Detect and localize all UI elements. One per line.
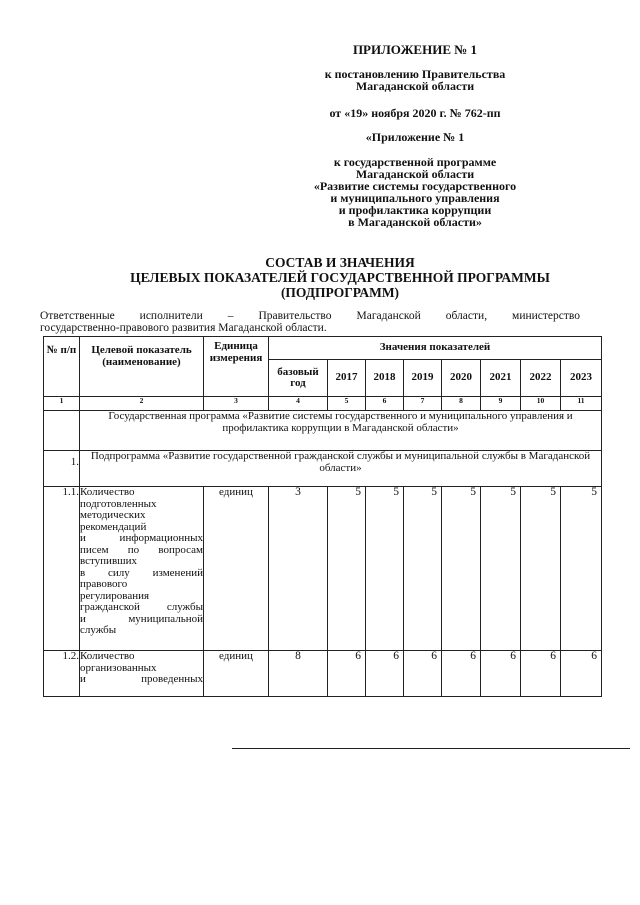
- column-index: 3: [204, 397, 269, 411]
- table-row: [44, 651, 602, 697]
- resolution-date: [250, 107, 580, 119]
- value-cell: 5: [481, 487, 521, 651]
- header-year: 2023: [561, 360, 602, 397]
- column-index: 9: [481, 397, 521, 411]
- indicator-name: [80, 487, 204, 651]
- value-cell: 6: [366, 651, 404, 697]
- column-index: 1: [44, 397, 80, 411]
- value-cell: 6: [561, 651, 602, 697]
- program-line: и профилактика коррупции: [338, 203, 492, 217]
- row-number: 1.1.: [44, 487, 80, 651]
- value-cell: 5: [366, 487, 404, 651]
- indicator-name-line: и проведенных: [80, 673, 203, 685]
- header-indicator: Целевой показатель (наименование): [80, 337, 204, 397]
- indicators-table: [43, 336, 602, 697]
- header-unit: Единица измерения: [204, 337, 269, 397]
- header-year: 2018: [366, 360, 404, 397]
- appendix-label-2-text: «Приложение № 1: [365, 130, 465, 144]
- program-line: и муниципального управления: [330, 191, 500, 205]
- value-cell: 5: [561, 487, 602, 651]
- header-year: 2019: [404, 360, 442, 397]
- responsible-line: Ответственные исполнители – Правительство Магаданской области, министерство: [40, 310, 580, 322]
- header-row: [44, 337, 602, 360]
- state-program-row: [44, 411, 602, 451]
- column-index: 5: [328, 397, 366, 411]
- indicator-name-line: и муниципальной: [80, 612, 203, 625]
- appendix-label-2: [250, 131, 580, 143]
- indicator-name-line: Количество: [80, 486, 135, 498]
- program-line: «Развитие системы государственного: [313, 179, 517, 193]
- value-cell: 5: [442, 487, 481, 651]
- unit-cell: единиц: [204, 487, 269, 651]
- indicator-name-line: организованных: [80, 661, 157, 674]
- table-row: [44, 487, 602, 651]
- program-line: к государственной программе: [333, 155, 497, 169]
- responsible-line: государственно-правового развития Магаданской области.: [40, 322, 327, 334]
- resolution-date-text: от «19» ноября 2020 г. № 762-пп: [329, 106, 501, 120]
- indicator-name-line: и информационных: [80, 532, 203, 544]
- program-line: в Магаданской области»: [348, 215, 482, 229]
- appendix-label: [250, 44, 580, 56]
- indicator-name-line: писем по вопросам: [80, 543, 203, 556]
- value-cell: 6: [442, 651, 481, 697]
- value-cell: 5: [404, 487, 442, 651]
- column-index: 6: [366, 397, 404, 411]
- column-index-row: [44, 397, 602, 411]
- indicator-name-line: правового: [80, 578, 128, 590]
- resolution-line: к постановлению Правительства: [324, 67, 506, 81]
- header-base-year: базовый год: [269, 360, 328, 397]
- base-value-cell: 8: [269, 651, 328, 697]
- indicator-name: [80, 651, 204, 697]
- title-line: СОСТАВ И ЗНАЧЕНИЯ: [265, 255, 415, 270]
- signature-line: [232, 748, 630, 749]
- title-line: (ПОДПРОГРАММ): [280, 285, 400, 300]
- indicator-name-line: рекомендаций: [80, 520, 147, 533]
- header-no: № п/п: [44, 337, 80, 397]
- column-index: 11: [561, 397, 602, 411]
- header-year: 2021: [481, 360, 521, 397]
- program-line: Магаданской области: [355, 167, 475, 181]
- resolution-line: Магаданской области: [355, 79, 475, 93]
- unit-cell: единиц: [204, 651, 269, 697]
- row-number: 1.2.: [44, 651, 80, 697]
- subprogram-name: Подпрограмма «Развитие государственной гражданской службы и муниципальной службы в Магаданской области»: [80, 451, 602, 487]
- resolution-reference: [250, 68, 580, 92]
- value-cell: 6: [404, 651, 442, 697]
- value-cell: 6: [481, 651, 521, 697]
- responsible-executors: [40, 310, 580, 334]
- value-cell: 5: [521, 487, 561, 651]
- appendix-label-text: ПРИЛОЖЕНИЕ № 1: [352, 42, 478, 57]
- subprogram-row: [44, 451, 602, 487]
- indicator-name-line: подготовленных: [80, 497, 157, 510]
- program-reference: [250, 156, 580, 228]
- subprogram-number: 1.: [44, 451, 80, 487]
- indicator-name-line: Количество: [80, 650, 135, 662]
- indicator-name-line: службы: [80, 624, 117, 636]
- title-line: ЦЕЛЕВЫХ ПОКАЗАТЕЛЕЙ ГОСУДАРСТВЕННОЙ ПРОГРАММЫ: [130, 270, 550, 285]
- header-year: 2017: [328, 360, 366, 397]
- empty-cell: [44, 411, 80, 451]
- header-year: 2020: [442, 360, 481, 397]
- column-index: 4: [269, 397, 328, 411]
- header-year: 2022: [521, 360, 561, 397]
- base-value-cell: 3: [269, 487, 328, 651]
- column-index: 7: [404, 397, 442, 411]
- column-index: 10: [521, 397, 561, 411]
- indicator-name-line: гражданской службы: [80, 601, 203, 613]
- header-values: Значения показателей: [269, 337, 602, 360]
- value-cell: 5: [328, 487, 366, 651]
- value-cell: 6: [328, 651, 366, 697]
- indicator-name-line: методических: [80, 509, 146, 521]
- state-program-name: Государственная программа «Развитие системы государственного и муниципального управления и профилактика коррупции в Магаданской области»: [80, 411, 602, 451]
- document-title: [90, 255, 590, 300]
- column-index: 8: [442, 397, 481, 411]
- indicator-name-line: в силу изменений: [80, 566, 203, 579]
- indicator-name-line: вступивших: [80, 555, 137, 567]
- indicator-name-line: регулирования: [80, 589, 150, 602]
- column-index: 2: [80, 397, 204, 411]
- value-cell: 6: [521, 651, 561, 697]
